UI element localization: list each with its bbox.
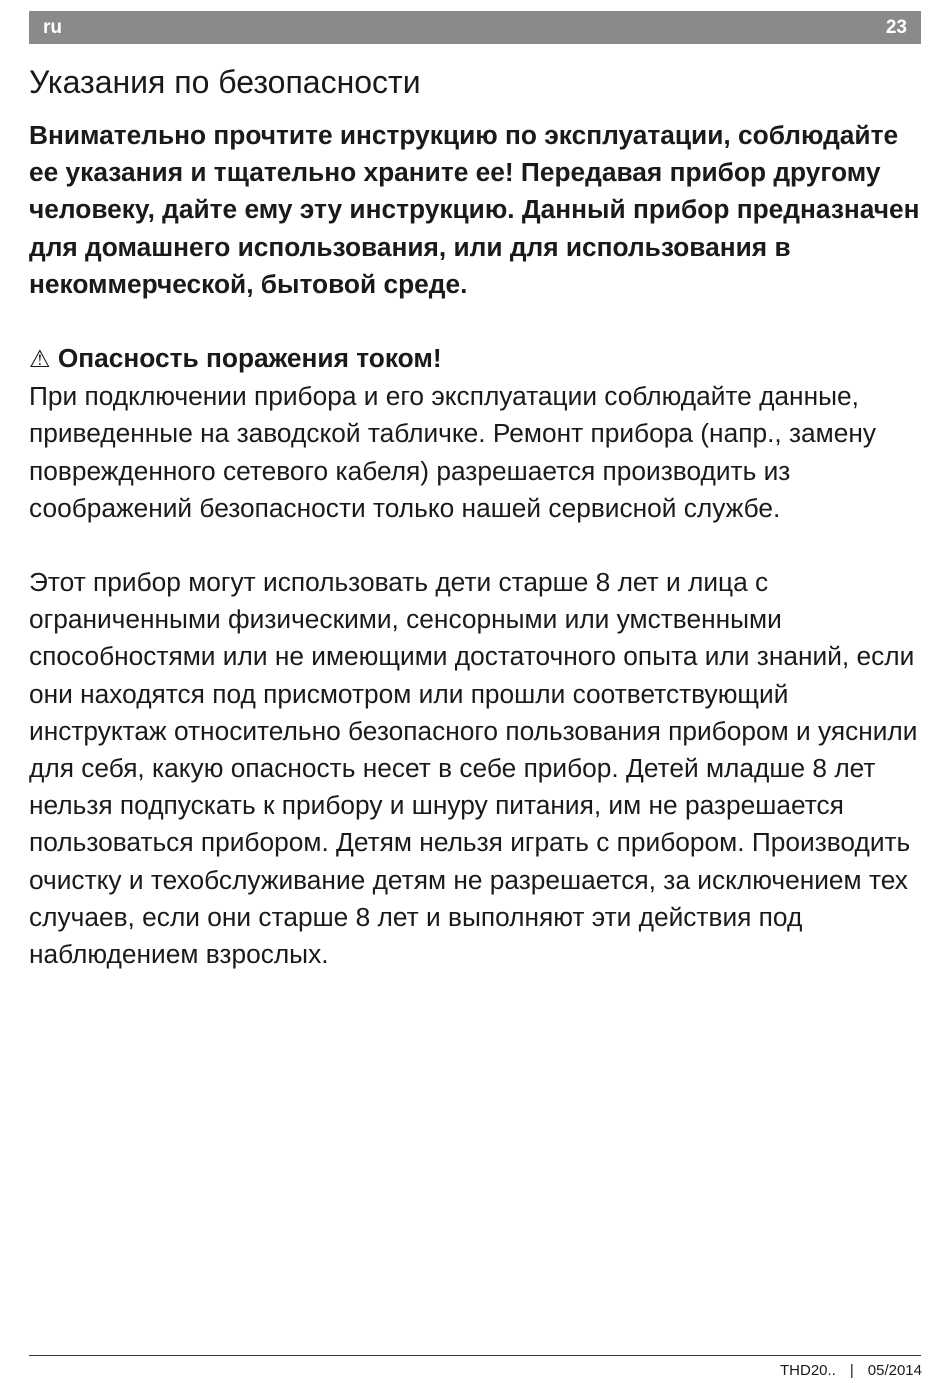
intro-paragraph: Внимательно прочтите инструкцию по эксплуатации, соблюдайте ее указания и тщательно храните ее! Передавая прибор другому человеку, дайте ему эту инструкцию. Данный прибор предназначен для домашнего использования, или для использования в некоммерческой, бытовой среде. bbox=[29, 120, 920, 299]
warning-heading bbox=[29, 340, 924, 378]
warning-heading-text: Опасность поражения током! bbox=[57, 343, 442, 374]
footer-date: 05/2014 bbox=[867, 1362, 922, 1379]
language-code: ru bbox=[43, 17, 62, 38]
footer-model: THD20.. bbox=[780, 1362, 836, 1379]
page-content bbox=[29, 117, 924, 973]
electric-shock-warning bbox=[29, 340, 924, 527]
page-number: 23 bbox=[885, 17, 907, 38]
footer-divider bbox=[29, 1355, 921, 1356]
warning-triangle-icon: ⚠ bbox=[29, 345, 51, 374]
page-footer bbox=[780, 1362, 922, 1380]
page-header-bar bbox=[29, 11, 921, 44]
children-usage-paragraph: Этот прибор могут использовать дети старше 8 лет и лица с ограниченными физическими, сенсорными или умственными способностями или не имеющими достаточного опыта или знаний, если они находятся под присмотром или прошли соответствующий инструктаж относительно безопасного пользования прибором и уяснили для себя, какую опасность несет в себе прибор. Детей младше 8 лет нельзя подпускать к прибору и шнуру питания, им не разрешается пользоваться прибором. Детям нельзя играть с прибором. Производить очистку и техобслуживание детям не разрешается, за исключением тех случаев, если они старше 8 лет и выполняют эти действия под наблюдением взрослых. bbox=[29, 567, 918, 970]
footer-separator: | bbox=[849, 1362, 854, 1379]
page-title: Указания по безопасности bbox=[29, 64, 421, 100]
warning-text: При подключении прибора и его эксплуатации соблюдайте данные, приведенные на заводской табличке. Ремонт прибора (напр., замену поврежденного сетевого кабеля) разрешается производить из соображений безопасности только нашей сервисной службе. bbox=[29, 381, 877, 523]
